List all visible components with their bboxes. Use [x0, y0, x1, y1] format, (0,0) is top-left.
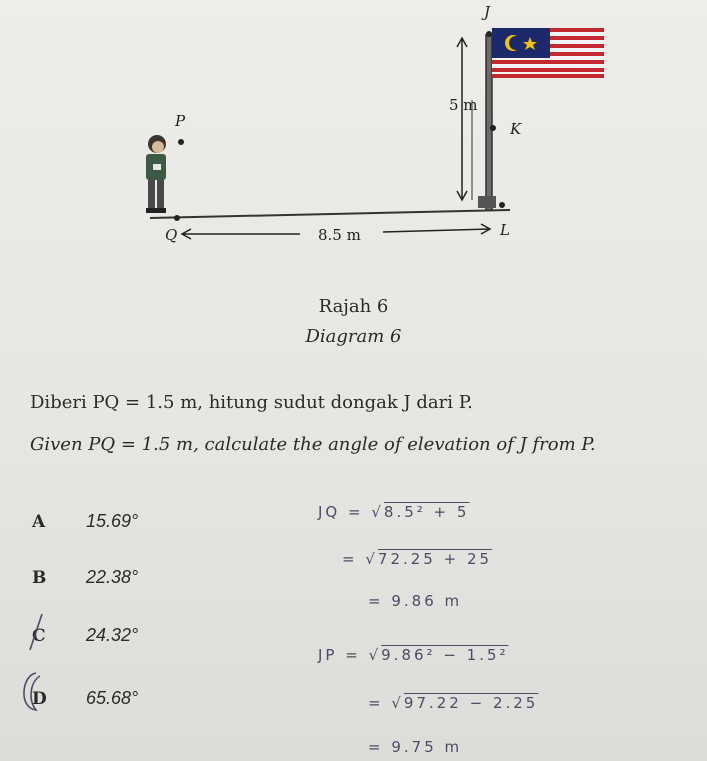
- caption-malay: Rajah 6: [318, 296, 389, 317]
- option-letter: C: [32, 626, 46, 646]
- option-value: 15.69°: [86, 511, 139, 531]
- working-line-6: = 9.75 m: [368, 738, 463, 756]
- option-letter: B: [32, 568, 47, 588]
- option-value: 65.68°: [86, 688, 139, 708]
- working-line-4: JP = √9.86² − 1.5²: [318, 646, 509, 664]
- point-j: [486, 31, 492, 37]
- pole-base: [478, 196, 496, 208]
- height-dimension: [457, 38, 472, 200]
- option-letter: A: [32, 512, 46, 532]
- option-value: 24.32°: [86, 625, 139, 645]
- option-b[interactable]: [32, 567, 138, 588]
- question-malay: Diberi PQ = 1.5 m, hitung sudut dongak J dari P.: [30, 392, 473, 413]
- question-english: Given PQ = 1.5 m, calculate the angle of elevation of J from P.: [30, 434, 596, 455]
- ground-line: [150, 210, 510, 218]
- option-a[interactable]: [32, 511, 138, 532]
- point-q: [174, 215, 180, 221]
- pen-marks: [0, 600, 80, 740]
- option-letter: D: [32, 689, 47, 709]
- working-line-2: = √72.25 + 25: [342, 550, 493, 568]
- label-l: L: [500, 221, 510, 239]
- caption-english: Diagram 6: [305, 326, 402, 347]
- label-distance: 8.5 m: [318, 226, 361, 244]
- working-line-3: = 9.86 m: [368, 592, 463, 610]
- label-height: 5 m: [449, 96, 478, 114]
- person-figure: [146, 135, 166, 213]
- flag-pole: [486, 34, 492, 210]
- working-line-1: JQ = √8.5² + 5: [318, 503, 470, 521]
- label-p: P: [175, 112, 186, 130]
- label-j: J: [484, 3, 491, 21]
- label-k: K: [510, 120, 522, 138]
- point-k: [490, 125, 496, 131]
- label-q: Q: [165, 226, 178, 244]
- diagram-6: [0, 0, 707, 300]
- flag: [492, 28, 604, 78]
- option-value: 22.38°: [86, 567, 139, 587]
- point-p: [178, 139, 184, 145]
- working-line-5: = √97.22 − 2.25: [368, 694, 539, 712]
